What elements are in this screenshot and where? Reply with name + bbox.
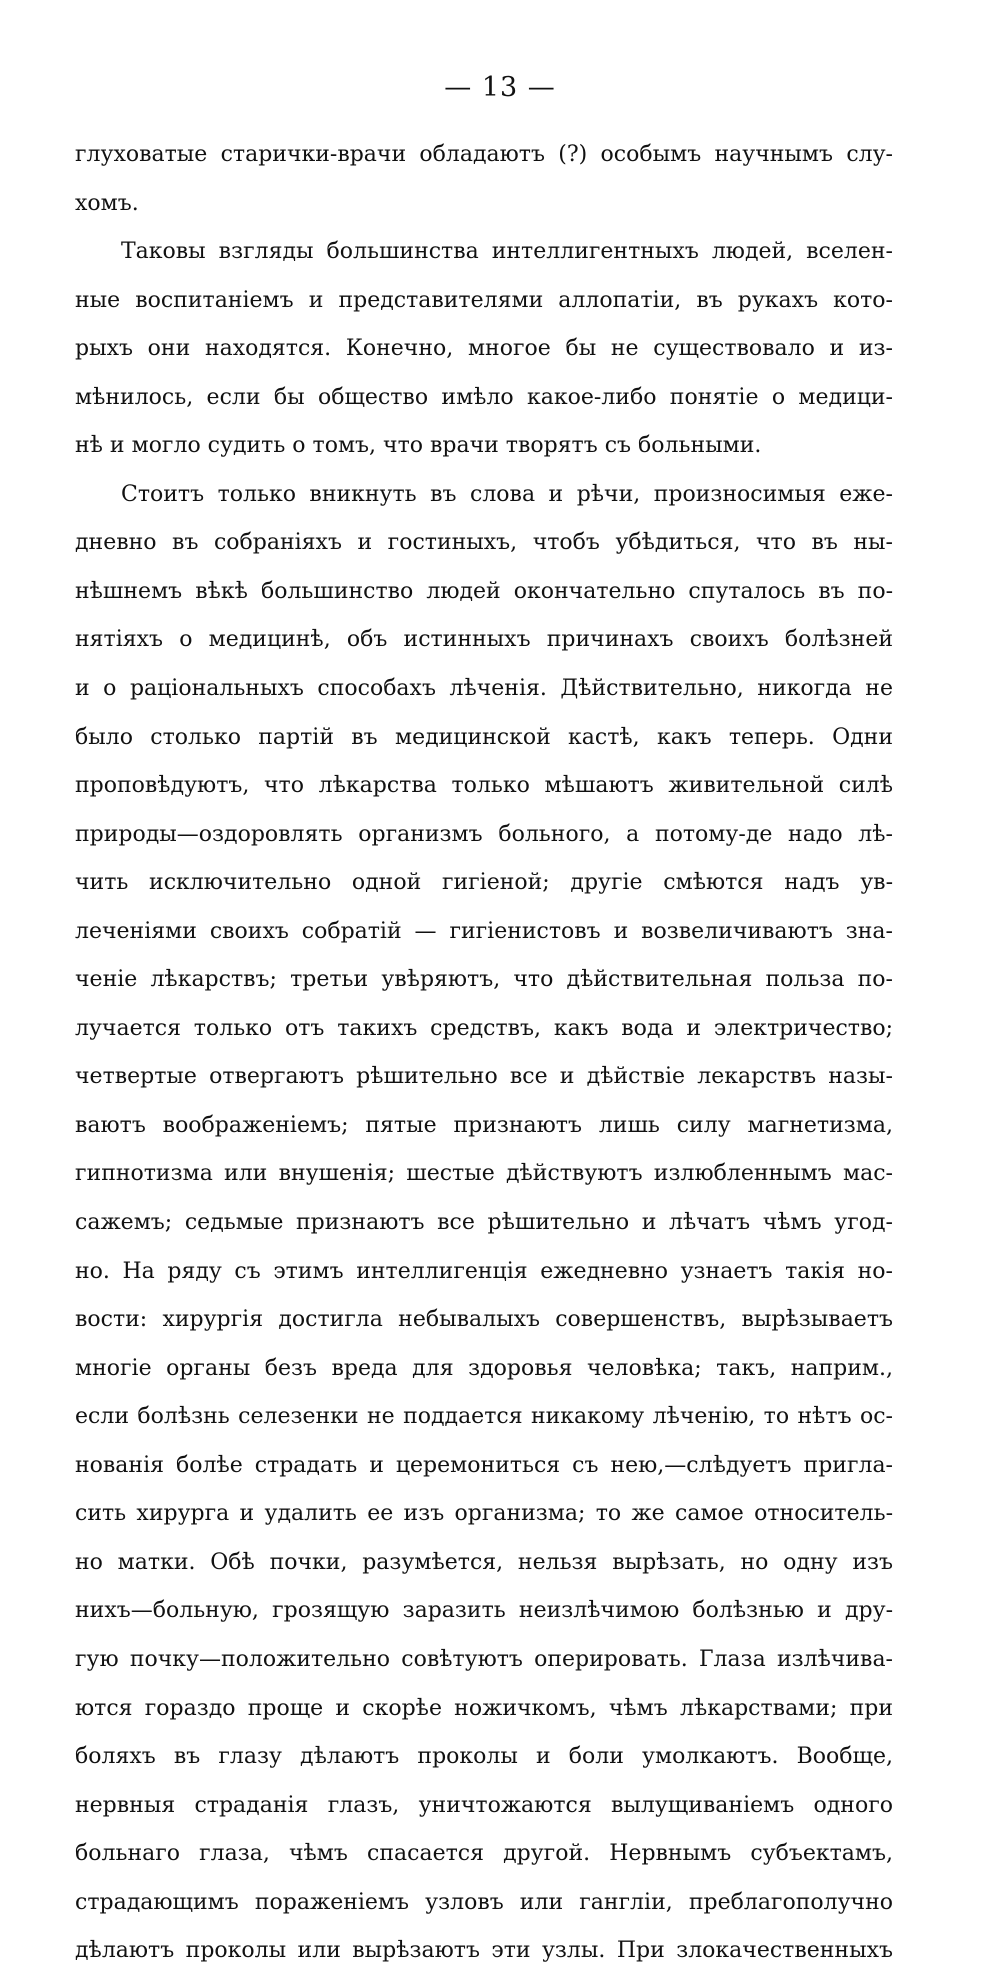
text-line: если болѣзнь селезенки не поддается никакому лѣченію, то нѣтъ ос- bbox=[75, 1404, 893, 1430]
text-line: и о раціональныхъ способахъ лѣченія. Дѣйствительно, никогда не bbox=[75, 676, 893, 702]
text-line: гую почку—положительно совѣтуютъ оперировать. Глаза излѣчива- bbox=[75, 1646, 893, 1672]
page-number: — 13 — bbox=[444, 72, 556, 103]
text-line: природы—оздоровлять организмъ больного, а потому-де надо лѣ- bbox=[75, 821, 893, 847]
text-line: дневно въ собраніяхъ и гостиныхъ, чтобъ убѣдиться, что въ ны- bbox=[75, 530, 893, 556]
text-line: ются гораздо проще и скорѣе ножичкомъ, чѣмъ лѣкарствами; при bbox=[75, 1695, 893, 1721]
text-line: леченіями своихъ собратій — гигіенистовъ и возвеличиваютъ зна- bbox=[75, 918, 893, 944]
text-line: нованія болѣе страдать и церемониться съ нею,—слѣдуетъ пригла- bbox=[75, 1452, 893, 1478]
text-line: боляхъ въ глазу дѣлаютъ проколы и боли умолкаютъ. Вообще, bbox=[75, 1744, 893, 1770]
text-line: мѣнилось, если бы общество имѣло какое-либо понятіе о медици- bbox=[75, 384, 893, 410]
text-line: рыхъ они находятся. Конечно, многое бы не существовало и из- bbox=[75, 336, 893, 362]
text-line: глуховатые старички-врачи обладаютъ (?) особымъ научнымъ слу- bbox=[75, 142, 893, 167]
text-line: было столько партій въ медицинской кастѣ, какъ теперь. Одни bbox=[75, 724, 893, 750]
text-line: ные воспитаніемъ и представителями аллопатіи, въ рукахъ кото- bbox=[75, 287, 893, 313]
text-line: нятіяхъ о медицинѣ, объ истинныхъ причинахъ своихъ болѣзней bbox=[75, 627, 893, 653]
text-line: вости: хирургія достигла небывалыхъ совершенствъ, вырѣзываетъ bbox=[75, 1307, 893, 1333]
text-line: нервныя страданія глазъ, уничтожаются вылущиваніемъ одного bbox=[75, 1792, 893, 1818]
text-line: но матки. Обѣ почки, разумѣется, нельзя вырѣзать, но одну изъ bbox=[75, 1549, 893, 1575]
text-line: многіе органы безъ вреда для здоровья человѣка; такъ, наприм., bbox=[75, 1355, 893, 1381]
text-line: дѣлаютъ проколы или вырѣзаютъ эти узлы. При злокачественныхъ bbox=[75, 1938, 893, 1964]
text-line: четвертые отвергаютъ рѣшительно все и дѣйствіе лекарствъ назы- bbox=[75, 1064, 893, 1090]
text-line: нѣшнемъ вѣкѣ большинство людей окончательно спуталось въ по- bbox=[75, 578, 893, 604]
text-line: хомъ. bbox=[75, 190, 139, 216]
text-line: сить хирурга и удалить ее изъ организма; то же самое относитель- bbox=[75, 1501, 893, 1527]
text-line: лучается только отъ такихъ средствъ, какъ вода и электричество; bbox=[75, 1015, 893, 1041]
text-line: ваютъ воображеніемъ; пятые признаютъ лишь силу магнетизма, bbox=[75, 1112, 893, 1138]
text-line: ченіе лѣкарствъ; третьи увѣряютъ, что дѣйствительная польза по- bbox=[75, 967, 893, 993]
text-line: больнаго глаза, чѣмъ спасается другой. Нервнымъ субъектамъ, bbox=[75, 1841, 893, 1867]
text-line: нихъ—больную, грозящую заразить неизлѣчимою болѣзнью и дру- bbox=[75, 1598, 893, 1624]
text-line: Таковы взгляды большинства интеллигентныхъ людей, вселен- bbox=[121, 239, 893, 265]
text-line: гипнотизма или внушенія; шестые дѣйствуютъ излюбленнымъ мас- bbox=[75, 1161, 893, 1187]
text-line: страдающимъ пораженіемъ узловъ или гангліи, преблагополучно bbox=[75, 1889, 893, 1915]
body-text bbox=[75, 131, 893, 1976]
text-line: но. На ряду съ этимъ интеллигенція ежедневно узнаетъ такія но- bbox=[75, 1258, 893, 1284]
text-line: чить исключительно одной гигіеной; другіе смѣются надъ ув- bbox=[75, 870, 893, 896]
text-line: проповѣдуютъ, что лѣкарства только мѣшаютъ живительной силѣ bbox=[75, 773, 893, 799]
text-line: нѣ и могло судить о томъ, что врачи творятъ съ больными. bbox=[75, 433, 762, 459]
text-line: Стоитъ только вникнуть въ слова и рѣчи, произносимыя еже- bbox=[121, 481, 893, 507]
text-line: сажемъ; седьмые признаютъ все рѣшительно и лѣчатъ чѣмъ угод- bbox=[75, 1210, 893, 1236]
